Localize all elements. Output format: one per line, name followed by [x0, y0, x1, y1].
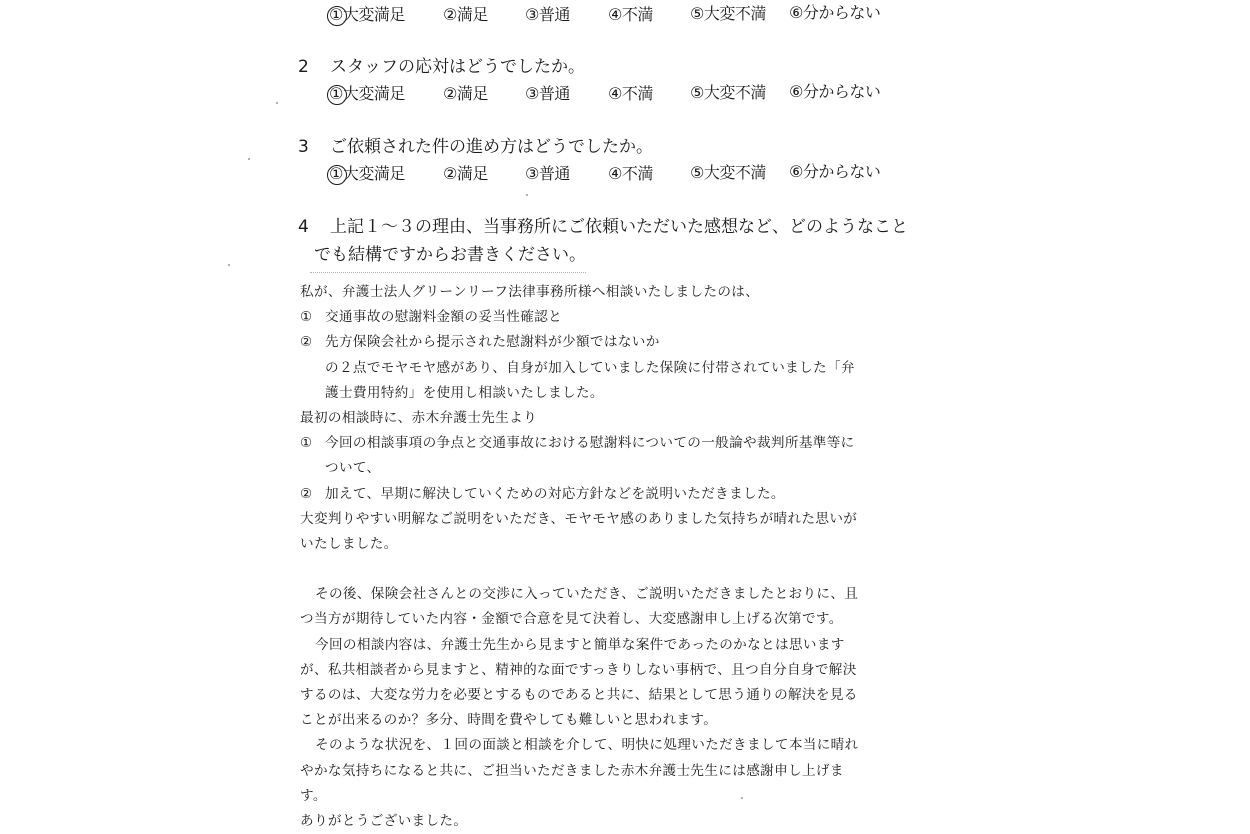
- comment-text: 先方保険会社から提示された慰謝料が少額ではないか: [325, 334, 660, 351]
- comment-line: その後、保険会社さんとの交渉に入っていただき、ご説明いただきましたとおりに、且: [315, 586, 859, 603]
- scan-speck: [248, 158, 250, 160]
- option-satisfied: ②満足: [443, 84, 488, 103]
- question-2: [298, 55, 585, 79]
- comment-line: 大変判りやすい明解なご説明をいただき、モヤモヤ感のありました気持ちが晴れた思いが: [300, 510, 858, 527]
- option-satisfied: ②満足: [443, 5, 488, 24]
- blank-line: [300, 557, 900, 582]
- option-very-satisfied: ①大変満足: [329, 5, 405, 24]
- divider: [310, 272, 586, 273]
- comment-line: ありがとうございました。: [300, 812, 468, 829]
- comment-line: [300, 305, 900, 330]
- option-very-dissatisfied: ⑤大変不満: [690, 163, 766, 182]
- option-dissatisfied: ④不満: [608, 5, 653, 24]
- option-satisfied: ②満足: [443, 164, 488, 183]
- question-text: ご依頼された件の進め方はどうでしたか。: [330, 137, 653, 157]
- comment-text: 交通事故の慰謝料金額の妥当性確認と: [325, 309, 563, 326]
- option-unknown: ⑥分からない: [789, 162, 881, 181]
- question-3: [298, 135, 653, 159]
- q3-options: [0, 163, 1250, 187]
- scan-speck: [276, 102, 278, 104]
- comment-line: いたしました。: [300, 535, 398, 552]
- option-very-satisfied: ①大変満足: [329, 84, 405, 103]
- option-unknown: ⑥分からない: [789, 3, 881, 22]
- option-unknown: ⑥分からない: [789, 82, 881, 101]
- option-normal: ③普通: [525, 84, 570, 103]
- list-marker: ①: [300, 309, 313, 326]
- comment-line: [300, 431, 900, 456]
- list-marker: ②: [300, 485, 313, 502]
- comment-line: [300, 330, 900, 355]
- list-marker: ①: [300, 435, 313, 452]
- option-very-dissatisfied: ⑤大変不満: [690, 4, 766, 23]
- comment-line: つ当方が期待していた内容・金額で合意を見て決着し、大変感謝申し上げる次第です。: [300, 611, 843, 628]
- option-very-satisfied: ①大変満足: [329, 164, 405, 183]
- comment-line: やかな気持ちになると共に、ご担当いただきました赤木弁護士先生には感謝申し上げま: [300, 762, 844, 779]
- option-dissatisfied: ④不満: [608, 164, 653, 183]
- scan-speck: [741, 797, 743, 799]
- list-marker: ②: [300, 334, 313, 351]
- question-text-line1: 上記１～３の理由、当事務所にご依頼いただいた感想など、どのようなこと: [330, 217, 908, 237]
- comment-line: 私が、弁護士法人グリーンリーフ法律事務所様へ相談いたしましたのは、: [300, 284, 760, 300]
- respondent-comment: [300, 280, 900, 834]
- comment-line: ついて、: [325, 460, 381, 477]
- option-normal: ③普通: [525, 5, 570, 24]
- comment-line: そのような状況を、１回の面談と相談を介して、明快に処理いただきまして本当に晴れ: [315, 737, 859, 754]
- scan-speck: [228, 264, 230, 266]
- question-number: 4: [298, 217, 309, 237]
- comment-line: するのは、大変な労力を必要とするものであると共に、結果として思う通りの解決を見る: [300, 687, 858, 703]
- comment-line: 今回の相談内容は、弁護士先生から見ますと簡単な案件であったのかなとは思います: [315, 636, 845, 653]
- comment-line: の２点でモヤモヤ感があり、自身が加入していました保険に付帯されていました「弁: [325, 359, 855, 376]
- comment-text: 加えて、早期に解決していくための対応方針などを説明いただきました。: [325, 485, 785, 502]
- comment-line: が、私共相談者から見ますと、精神的な面ですっきりしない事柄で、且つ自分自身で解決: [300, 661, 857, 678]
- comment-line: ことが出来るのか？多分、時間を費やしても難しいと思われます。: [300, 712, 718, 729]
- comment-text: 今回の相談事項の争点と交通事故における慰謝料についての一般論や裁判所基準等に: [325, 435, 855, 452]
- question-number: 3: [298, 137, 309, 157]
- comment-line: 最初の相談時に、赤木弁護士先生より: [300, 409, 538, 426]
- question-number: 2: [298, 57, 309, 77]
- comment-line: [300, 482, 900, 507]
- comment-line: す。: [300, 787, 327, 804]
- comment-line: 護士費用特約」を使用し相談いたしました。: [325, 384, 604, 401]
- q1-options: [0, 3, 1250, 27]
- option-very-dissatisfied: ⑤大変不満: [690, 83, 766, 102]
- option-normal: ③普通: [525, 164, 570, 183]
- question-4: [298, 213, 908, 269]
- scan-speck: [526, 194, 528, 196]
- question-text-line2: でも結構ですからお書きください。: [314, 245, 586, 265]
- q2-options: [0, 83, 1250, 107]
- question-text: スタッフの応対はどうでしたか。: [330, 57, 585, 77]
- option-dissatisfied: ④不満: [608, 84, 653, 103]
